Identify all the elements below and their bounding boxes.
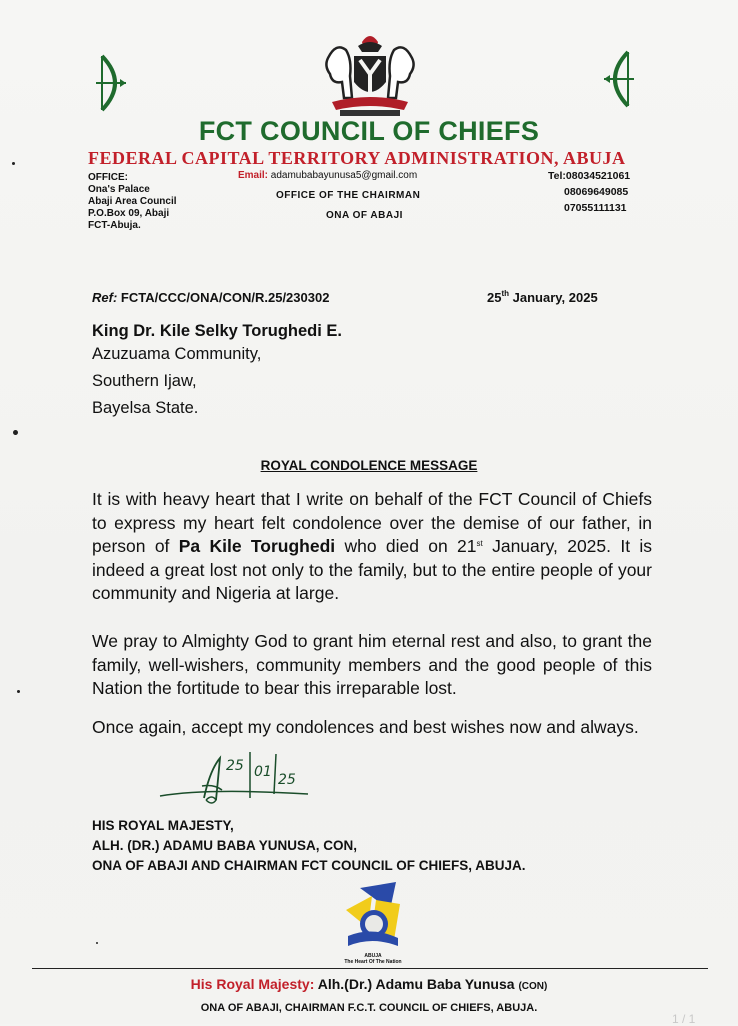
logo-caption-title: ABUJA [364,953,382,959]
deceased-name: Pa Kile Torughedi [178,536,336,556]
addressee-line: Bayelsa State. [92,399,199,417]
date-suffix: th [501,289,510,298]
office-address [88,172,177,232]
signature-date: 25 [278,772,296,788]
abuja-logo-icon [342,880,404,954]
reference-line [92,290,329,305]
signature-date: 01 [254,764,272,780]
email-label: Email: [238,170,269,181]
phone-number: 08069649085 [564,186,629,198]
footer-line-2: ONA OF ABAJI, CHAIRMAN F.C.T. COUNCIL OF CHIEFS, ABUJA. [200,1002,538,1014]
telephone-block [548,168,630,216]
addressee-line: Azuzuama Community, [92,345,262,363]
scan-speck [14,432,17,435]
footer-divider [32,968,708,969]
signatory-title: HIS ROYAL MAJESTY, [92,818,234,833]
paragraph-text: It is with heavy heart that I write on behalf of the FCT Council of Chiefs to express my heart felt condolence over the demise of our father, in person of [92,489,652,556]
body-paragraph-3: Once again, accept my condolences and best wishes now and always. [92,717,639,737]
bow-and-arrow-icon-right [600,48,638,110]
subject-heading: ROYAL CONDOLENCE MESSAGE [260,458,478,473]
reference-number: FCTA/CCC/ONA/CON/R.25/230302 [120,290,330,305]
signatory-block [92,816,526,876]
logo-caption-tagline: The Heart Of The Nation [344,959,402,965]
reference-label: Ref: [92,290,118,305]
organization-title: FCT COUNCIL OF CHIEFS [198,116,540,146]
ona-of-abaji-heading: ONA OF ABAJI [326,210,403,221]
abuja-logo-caption [340,953,406,965]
letter-date [487,290,598,305]
scan-speck [12,162,15,165]
signature-date: 25 [226,758,244,774]
addressee-line: Southern Ijaw, [92,372,197,390]
organization-subtitle: FEDERAL CAPITAL TERRITORY ADMINISTRATION, ABUJA [88,148,626,168]
scan-speck [96,942,98,944]
office-line: P.O.Box 09, Abaji [88,208,170,219]
body-paragraph-2: We pray to Almighty God to grant him eternal rest and also, to grant the family, well-wishers, community members and the good people of this Nation the fortitude to bear this irreparable lost. [92,631,652,698]
footer-label: His Royal Majesty: [190,976,315,992]
office-line: FCT-Abuja. [88,220,141,231]
addressee-name: King Dr. Kile Selky Torughedi E. [92,322,342,340]
date-day: 25 [487,290,502,305]
footer-name: Alh.(Dr.) Adamu Baba Yunusa [314,976,519,992]
footer-con: (CON) [518,981,548,992]
paragraph-text: January, 2025. It is indeed a great lost not only to the family, but to the entire people of your community and Nigeria at large. [92,536,653,603]
phone-number: 07055111131 [564,202,627,214]
signatory-office: ONA OF ABAJI AND CHAIRMAN FCT COUNCIL OF CHIEFS, ABUJA. [92,858,526,873]
phone-number: 08034521061 [565,170,631,182]
signatory-name: ALH. (DR.) ADAMU BABA YUNUSA, CON, [92,838,357,853]
office-line: Abaji Area Council [88,196,177,207]
footer-line-1 [0,976,738,992]
tel-label: Tel: [548,170,566,182]
scan-speck [17,690,20,693]
email-address: adamubabayunusa5@gmail.com [270,170,418,181]
office-label: OFFICE: [88,172,128,183]
bow-and-arrow-icon-left [92,52,130,114]
paragraph-text: who died on 21 [335,536,477,556]
ordinal-suffix: st [476,539,483,548]
office-line: Ona's Palace [88,184,150,195]
email-row [238,170,417,181]
page-number: 1 / 1 [672,1012,696,1026]
office-of-chairman: OFFICE OF THE CHAIRMAN [276,190,421,201]
coat-of-arms-icon [318,28,422,120]
date-rest: January, 2025 [512,290,598,305]
handwritten-signature [158,740,318,810]
body-paragraph-1 [92,488,652,606]
